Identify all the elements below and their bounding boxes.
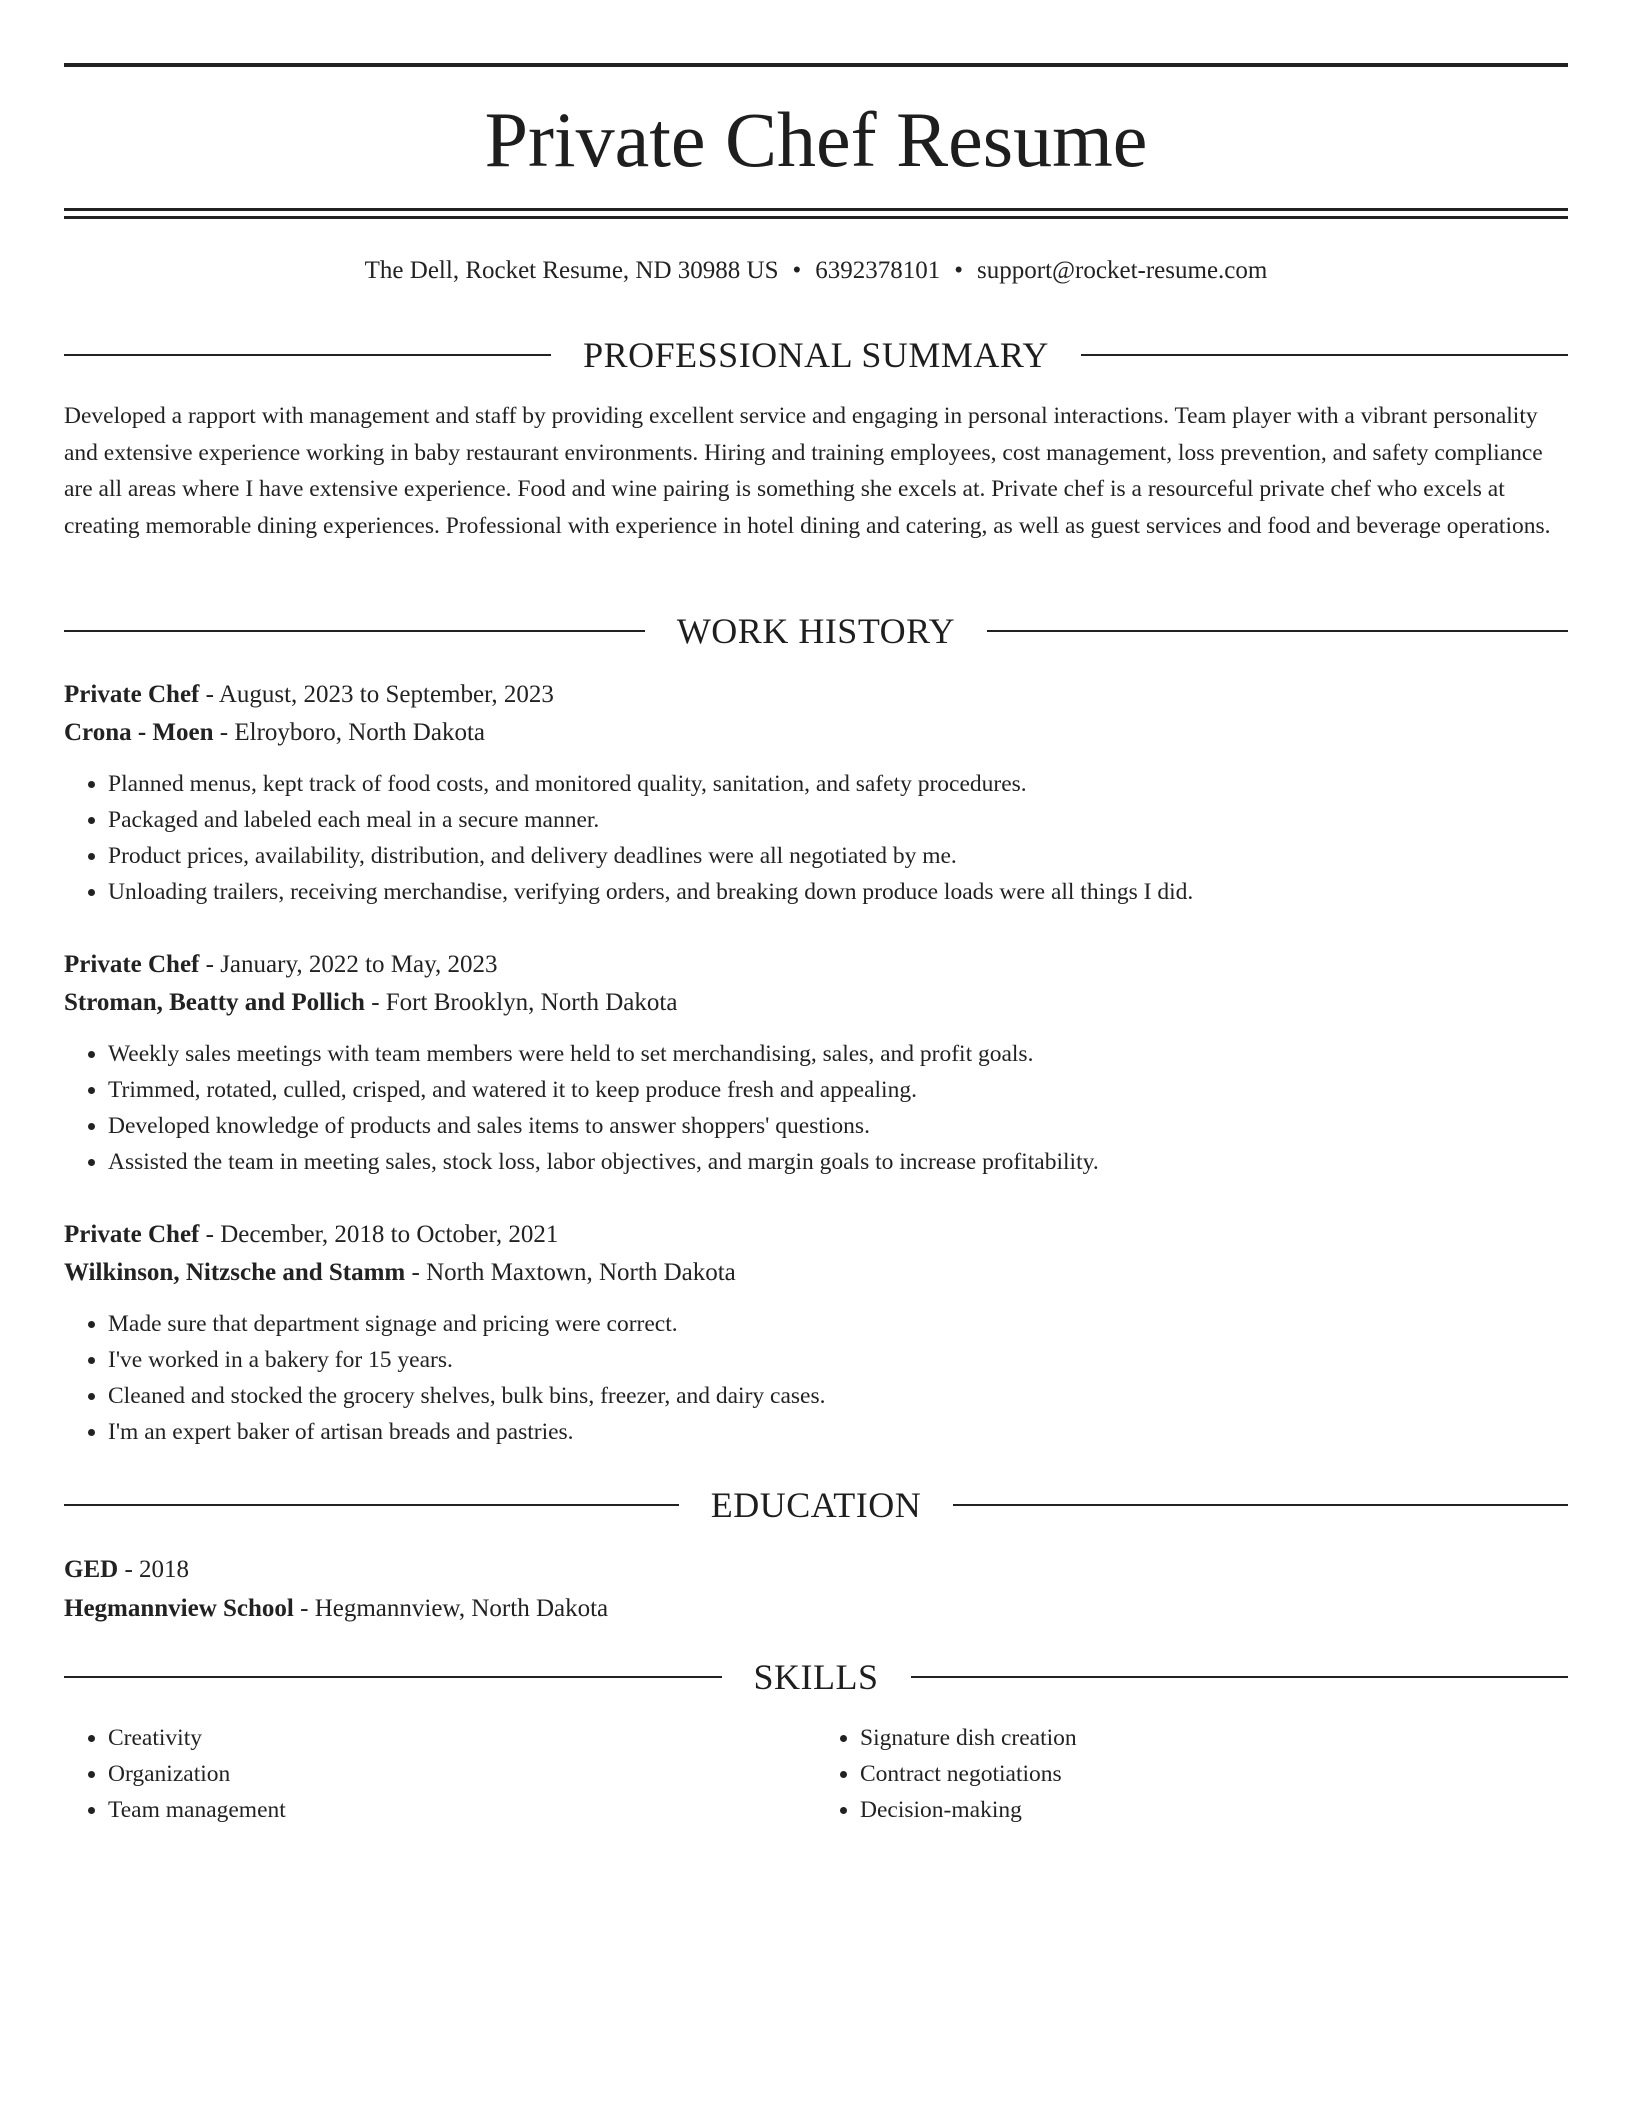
skill-item: • Organization <box>108 1756 816 1792</box>
education-year: - 2018 <box>118 1556 190 1583</box>
duty-item: • Planned menus, kept track of food costs, and monitored quality, sanitation, and safety procedures. <box>108 766 1568 802</box>
skills-columns <box>64 1720 1568 1828</box>
section-heading-skills <box>64 1655 1568 1699</box>
skill-item: • Contract negotiations <box>860 1756 1568 1792</box>
section-heading-summary <box>64 333 1568 377</box>
skills-list-left <box>64 1720 816 1828</box>
job-employer-line <box>64 714 1568 752</box>
job-dates: - January, 2022 to May, 2023 <box>199 951 498 978</box>
duty-item: • Unloading trailers, receiving merchandise, verifying orders, and breaking down produce loads were all things I did. <box>108 874 1568 910</box>
heading-rule <box>64 1676 722 1678</box>
job-employer-line <box>64 984 1568 1022</box>
job-title: Private Chef <box>64 681 200 708</box>
section-title: SKILLS <box>753 1657 879 1697</box>
summary-text: Developed a rapport with management and staff by providing excellent service and engaging in personal interactions. Team player with a vibrant personality and extensive experience working in baby restaurant environments. Hiring and training employees, cost management, loss prevention, and safety compliance are all areas where I have extensive experience. Food and wine pairing is something she excels at. Private chef is a resourceful private chef who excels at creating memorable dining experiences. Professional with experience in hotel dining and catering, as well as guest services and food and beverage operations. <box>64 403 1551 539</box>
education-degree: GED <box>64 1556 119 1583</box>
contact-phone: 6392378101 <box>815 257 941 284</box>
duty-item: • I've worked in a bakery for 15 years. <box>108 1342 1568 1378</box>
duty-item: • I'm an expert baker of artisan breads and pastries. <box>108 1414 1568 1450</box>
job-employer: Stroman, Beatty and Pollich <box>64 989 365 1016</box>
heading-rule <box>953 1504 1568 1506</box>
job-employer-line <box>64 1254 1568 1292</box>
title-rule-upper <box>64 208 1568 211</box>
skill-item: • Team management <box>108 1792 816 1828</box>
education-degree-line <box>64 1550 1568 1589</box>
education-entry <box>64 1550 1568 1628</box>
section-heading-education <box>64 1483 1568 1527</box>
duty-item: • Packaged and labeled each meal in a secure manner. <box>108 802 1568 838</box>
duty-item: • Weekly sales meetings with team members were held to set merchandising, sales, and profit goals. <box>108 1036 1568 1072</box>
contact-separator: • <box>954 257 964 284</box>
heading-rule <box>64 1504 679 1506</box>
section-title: EDUCATION <box>710 1485 922 1525</box>
duty-item: • Cleaned and stocked the grocery shelves, bulk bins, freezer, and dairy cases. <box>108 1378 1568 1414</box>
duty-item: • Product prices, availability, distribution, and delivery deadlines were all negotiated by me. <box>108 838 1568 874</box>
heading-rule <box>911 1676 1569 1678</box>
education-school-line <box>64 1589 1568 1628</box>
job-employer: Crona - Moen <box>64 719 214 746</box>
job-location: - North Maxtown, North Dakota <box>405 1259 736 1286</box>
contact-address: The Dell, Rocket Resume, ND 30988 US <box>364 257 779 284</box>
skill-item: • Decision-making <box>860 1792 1568 1828</box>
job-entry <box>64 1216 1568 1450</box>
job-title-line <box>64 1216 1568 1254</box>
duty-item: • Developed knowledge of products and sales items to answer shoppers' questions. <box>108 1108 1568 1144</box>
title-rule-lower <box>64 216 1568 219</box>
section-title: PROFESSIONAL SUMMARY <box>583 335 1049 375</box>
skills-list-right <box>816 1720 1568 1828</box>
heading-rule <box>64 354 551 356</box>
education-location: - Hegmannview, North Dakota <box>293 1595 609 1622</box>
contact-line <box>64 254 1568 288</box>
job-location: - Fort Brooklyn, North Dakota <box>364 989 678 1016</box>
heading-rule <box>1081 354 1568 356</box>
contact-email: support@rocket-resume.com <box>977 257 1268 284</box>
section-title: WORK HISTORY <box>676 611 956 651</box>
duty-item: • Made sure that department signage and pricing were correct. <box>108 1306 1568 1342</box>
heading-rule <box>64 630 645 632</box>
duty-item: • Assisted the team in meeting sales, stock loss, labor objectives, and margin goals to increase profitability. <box>108 1144 1568 1180</box>
section-heading-work-history <box>64 609 1568 653</box>
skill-item: • Creativity <box>108 1720 816 1756</box>
job-duties <box>64 1306 1568 1450</box>
education-school: Hegmannview School <box>64 1595 294 1622</box>
job-dates: - December, 2018 to October, 2021 <box>199 1221 559 1248</box>
duty-item: • Trimmed, rotated, culled, crisped, and watered it to keep produce fresh and appealing. <box>108 1072 1568 1108</box>
job-entry <box>64 676 1568 910</box>
top-rule <box>64 63 1568 67</box>
job-duties <box>64 1036 1568 1180</box>
job-title-line <box>64 946 1568 984</box>
heading-rule <box>987 630 1568 632</box>
job-title: Private Chef <box>64 1221 200 1248</box>
job-employer: Wilkinson, Nitzsche and Stamm <box>64 1259 406 1286</box>
job-duties <box>64 766 1568 910</box>
job-title: Private Chef <box>64 951 200 978</box>
job-dates: - August, 2023 to September, 2023 <box>199 681 554 708</box>
job-location: - Elroyboro, North Dakota <box>213 719 485 746</box>
skill-item: • Signature dish creation <box>860 1720 1568 1756</box>
resume-title: Private Chef Resume <box>484 96 1148 183</box>
job-title-line <box>64 676 1568 714</box>
job-entry <box>64 946 1568 1180</box>
contact-separator: • <box>792 257 802 284</box>
